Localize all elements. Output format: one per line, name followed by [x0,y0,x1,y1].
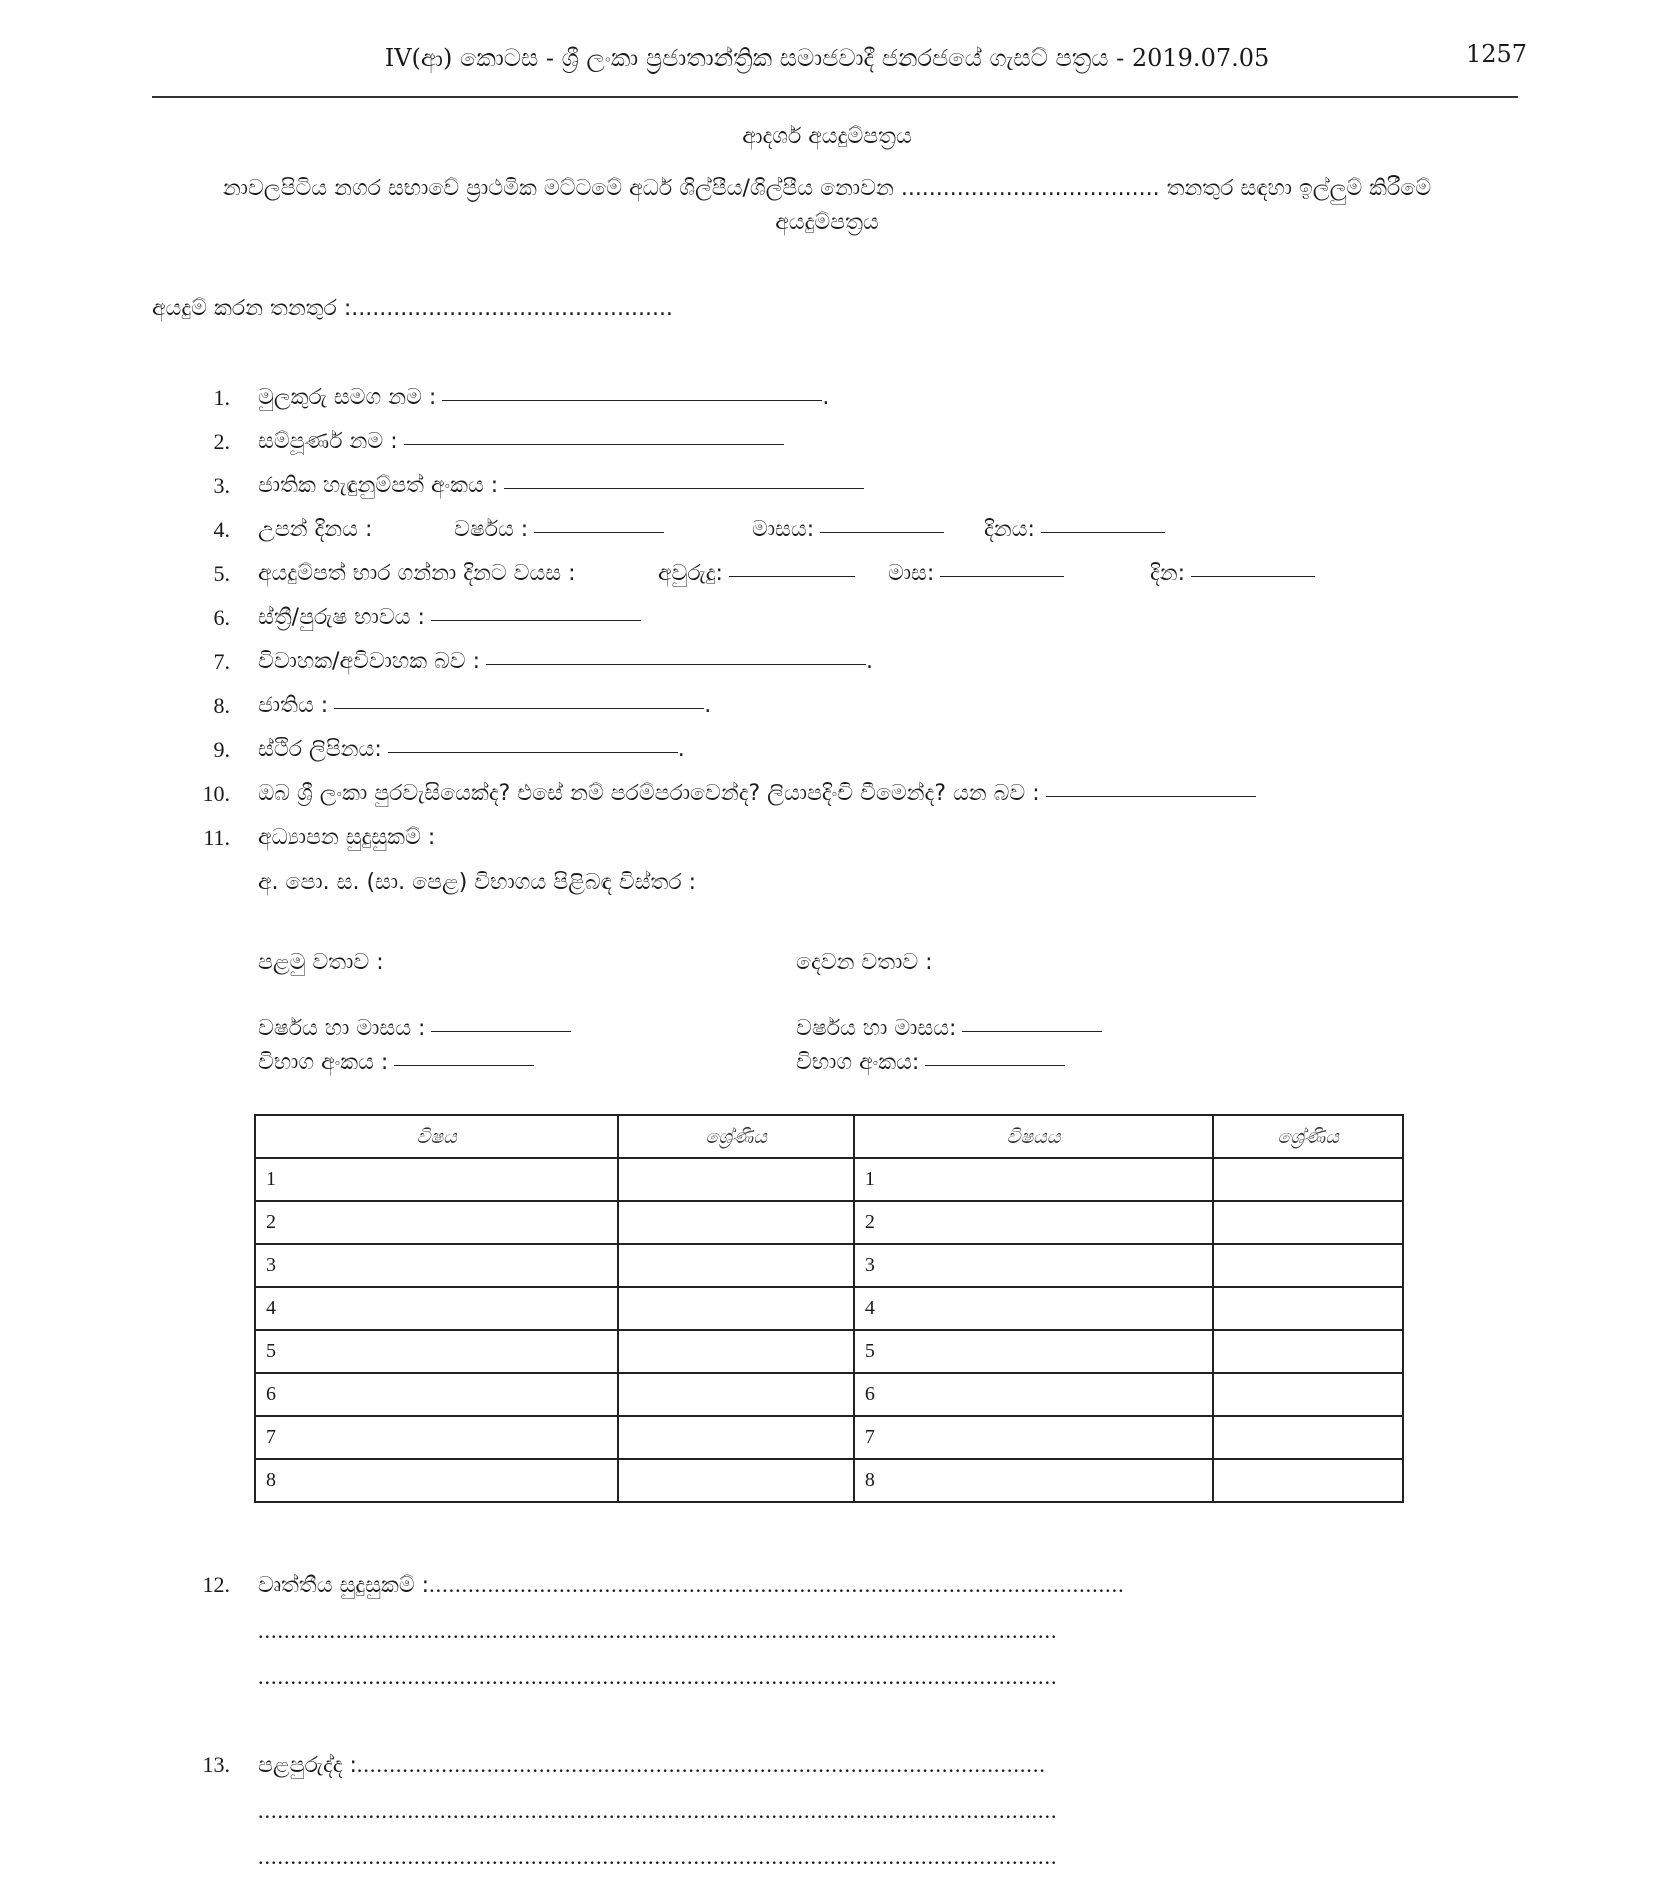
grade-cell[interactable] [618,1459,854,1502]
fill-line[interactable] [820,531,944,533]
field-label: වෘත්තීය සුදුසුකම් : [258,1573,430,1598]
table-row [255,1459,1403,1502]
grade-cell[interactable] [1213,1330,1403,1373]
row-number[interactable]: 6 [854,1373,1213,1416]
field-4[interactable] [170,517,1470,557]
row-number[interactable]: 8 [255,1459,618,1502]
table-row [255,1244,1403,1287]
first-index-field[interactable] [258,1050,534,1075]
field-number: 7. [213,649,230,674]
grade-cell[interactable] [1213,1416,1403,1459]
table-row [255,1158,1403,1201]
row-number[interactable]: 4 [255,1287,618,1330]
ol-exam-details-label: අ. පො. ස. (සා. පෙළ) විභාගය පිළිබඳ විස්තර : [258,870,697,895]
grade-cell[interactable] [618,1373,854,1416]
year-label: වර්ෂය : [454,517,529,542]
field-label: මුලකුරු සමග නම : [258,385,437,410]
header-rule [152,96,1518,98]
fill-line[interactable] [431,1030,571,1032]
fill-line[interactable] [962,1030,1102,1032]
table-row [255,1201,1403,1244]
fill-line[interactable] [1046,795,1256,797]
row-number[interactable]: 1 [255,1158,618,1201]
row-number[interactable]: 3 [854,1244,1213,1287]
months-label: මාස: [888,561,935,586]
fill-line[interactable] [534,531,664,533]
row-number[interactable]: 5 [255,1330,618,1373]
grade-cell[interactable] [1213,1201,1403,1244]
field-number: 3. [213,473,230,498]
table-row [255,1330,1403,1373]
first-year-month-field[interactable] [258,1016,571,1041]
year-month-label: වර්ෂය හා මාසය: [796,1016,957,1041]
post-applied-field[interactable]: අයදුම් කරන තනතුර :.............................................. [152,296,673,321]
field-label: අයදුම්පත් භාර ගන්නා දිනට වයස : [258,561,576,586]
field-label: සම්පූර්ණ නම : [258,429,398,454]
second-index-field[interactable] [796,1050,1065,1075]
model-form-title: ආදර්ශ අයදුම්පත්‍රය [742,124,912,149]
fill-line[interactable] [442,399,822,401]
field-number: 5. [213,561,230,586]
row-number[interactable]: 2 [255,1201,618,1244]
field-label: ස්ථිර ලිපිනය: [258,737,382,762]
second-sitting-label: දෙවන වතාව : [796,950,933,975]
field-number: 12. [202,1572,230,1597]
fill-line[interactable] [504,487,864,489]
year-month-label: වර්ෂය හා මාසය : [258,1016,426,1041]
second-year-month-field[interactable] [796,1016,1102,1041]
field-number: 6. [213,605,230,630]
table-row [255,1287,1403,1330]
field-label: අධ්‍යාපන සුදුසුකම් : [258,825,436,850]
fill-line[interactable] [431,619,641,621]
row-number[interactable]: 3 [255,1244,618,1287]
row-number[interactable]: 4 [854,1287,1213,1330]
field-number: 8. [213,693,230,718]
field-label: උපන් දිනය : [258,517,373,542]
row-number[interactable]: 6 [255,1373,618,1416]
grade-cell[interactable] [1213,1158,1403,1201]
fill-line[interactable] [404,443,784,445]
dotted-line[interactable]: ........................................................................................................... [429,1572,1125,1597]
form-title-line2: අයදුම්පත්‍රය [775,210,879,235]
fill-line[interactable] [1191,575,1315,577]
fill-line[interactable] [334,707,704,709]
grade-header-2: ශ්‍රේණිය [1213,1115,1403,1158]
subject-header-2: විෂයය [854,1115,1213,1158]
table-header-row [255,1115,1403,1158]
field-number: 9. [213,737,230,762]
field-number: 13. [202,1752,230,1777]
field-number: 11. [203,825,230,850]
fill-line[interactable] [1041,531,1165,533]
month-label: මාසය: [752,517,815,542]
index-label: විභාග අංකය: [796,1050,920,1075]
field-label: ජාතික හැඳුනුම්පත් අංකය : [258,473,499,498]
field-number: 2. [213,429,230,454]
index-label: විභාග අංකය : [258,1050,389,1075]
grade-header: ශ්‍රේණිය [618,1115,854,1158]
page-number: 1257 [1466,40,1528,68]
dotted-line[interactable]: ........................................................................................................................... [258,1798,1058,1823]
fill-line[interactable] [388,751,678,753]
field-number: 1. [213,385,230,410]
grade-cell[interactable] [618,1330,854,1373]
grade-cell[interactable] [618,1287,854,1330]
fill-line[interactable] [729,575,855,577]
field-label: විවාහක/අවිවාහක බව : [258,649,481,674]
grade-cell[interactable] [1213,1373,1403,1416]
form-title-line1: නාවලපිටිය නගර සභාවේ ප්‍රාථමික මට්ටමේ අර්ධ ශිල්පීය/ශිල්පීය නොවන ..................................... තනතුර සඳහා ඉල්ලුම් කිරීමේ [222,176,1432,201]
field-label: පළපුරුද්ද : [258,1753,357,1778]
table-row [255,1373,1403,1416]
fill-line[interactable] [925,1064,1065,1066]
row-number[interactable]: 7 [854,1416,1213,1459]
first-sitting-label: පළමු වතාව : [258,950,384,975]
years-label: අවුරුදු: [658,561,723,586]
row-number[interactable]: 8 [854,1459,1213,1502]
day-label: දිනය: [984,517,1035,542]
grade-cell[interactable] [1213,1287,1403,1330]
field-label: ජාතිය : [258,693,329,718]
grade-cell[interactable] [1213,1459,1403,1502]
row-number[interactable]: 7 [255,1416,618,1459]
grade-cell[interactable] [1213,1244,1403,1287]
fill-line[interactable] [394,1064,534,1066]
field-number: 4. [213,517,230,542]
row-number[interactable]: 1 [854,1158,1213,1201]
table-row [255,1416,1403,1459]
ol-results-table [254,1114,1404,1503]
field-5[interactable] [170,561,1470,601]
dotted-line[interactable]: ........................................................................................................................... [258,1618,1058,1643]
field-number: 10. [202,781,230,806]
grade-cell[interactable] [618,1416,854,1459]
grade-cell[interactable] [618,1158,854,1201]
grade-cell[interactable] [618,1244,854,1287]
field-label: ඔබ ශ්‍රී ලංකා පුරවැසියෙක්ද? එසේ නම් පරම්පරාවෙන්ද? ලියාපදිංචි වීමෙන්ද? යන බව : [258,781,1040,806]
dotted-line[interactable]: ........................................................................................................................... [258,1844,1058,1869]
fill-line[interactable] [486,663,866,665]
running-head: IV(ආ) කොටස - ශ්‍රී ලංකා ප්‍රජාතාන්ත්‍රික සමාජවාදී ජනරජයේ ගැසට් පත්‍රය - 2019.07.05 [384,44,1270,72]
subject-header: විෂය [255,1115,618,1158]
dotted-line[interactable]: ........................................................................................................................... [258,1664,1058,1689]
field-label: ස්ත්‍රී/පුරුෂ භාවය : [258,605,425,630]
fill-line[interactable] [940,575,1064,577]
row-number[interactable]: 2 [854,1201,1213,1244]
row-number[interactable]: 5 [854,1330,1213,1373]
dotted-line[interactable]: .......................................................................................................... [356,1752,1046,1777]
days-label: දින: [1150,561,1186,586]
grade-cell[interactable] [618,1201,854,1244]
